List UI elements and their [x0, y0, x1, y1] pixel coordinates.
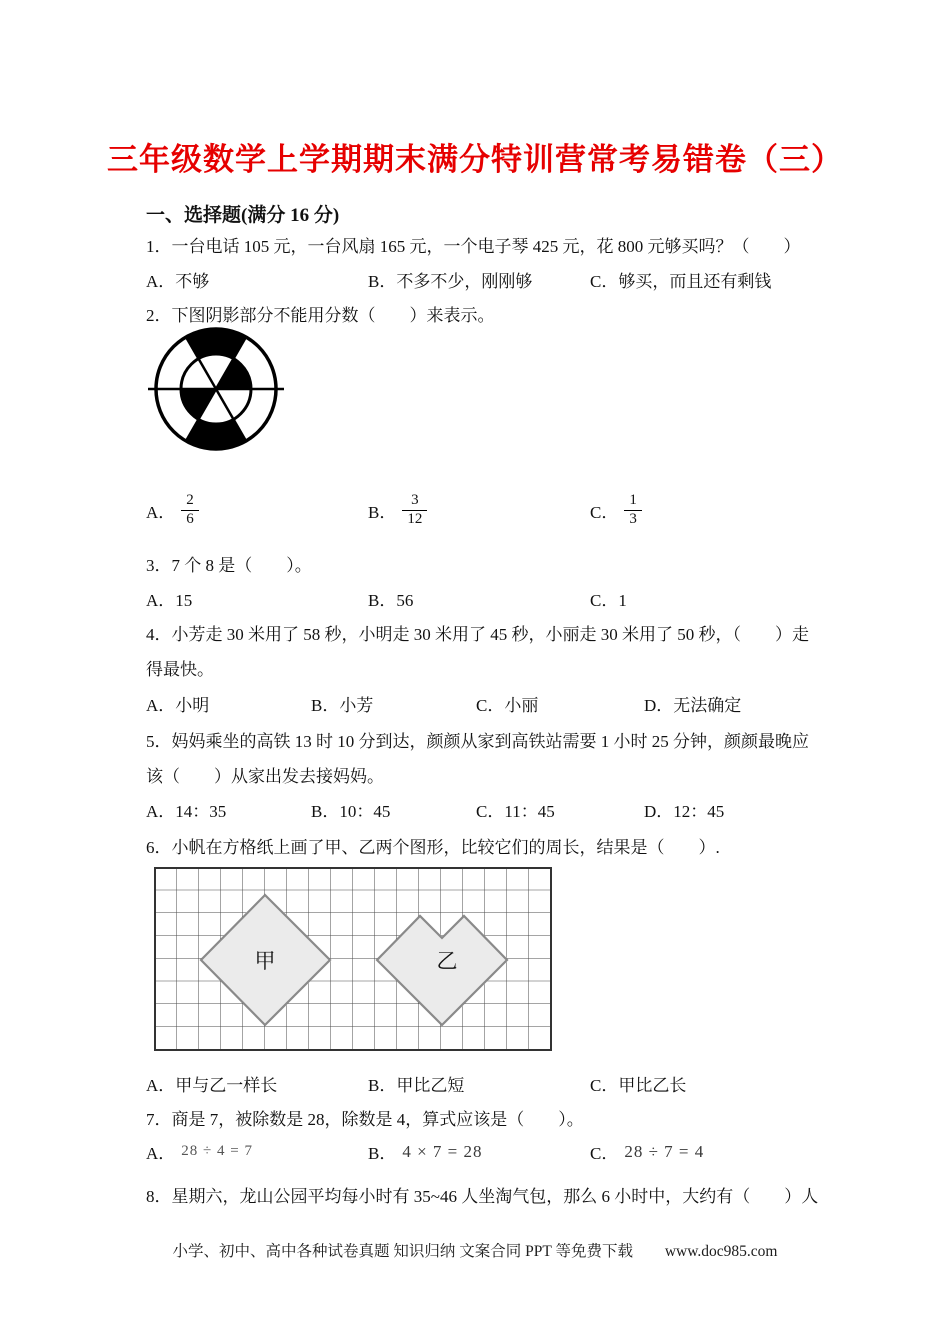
- q3-option-c: C．1: [590, 591, 627, 610]
- question-3-text: 3．7 个 8 是（ ）。: [146, 556, 312, 575]
- q7-option-c-label: C．: [590, 1144, 619, 1163]
- q7-option-b: [368, 1139, 483, 1164]
- q6-option-a: A．甲与乙一样长: [146, 1076, 278, 1095]
- q5-option-d: D．12：45: [644, 802, 725, 821]
- page-title: 三年级数学上学期期末满分特训营常考易错卷（三）: [107, 142, 843, 177]
- fraction-circle-figure: [146, 325, 286, 453]
- q2-option-b-label: B．: [368, 502, 397, 522]
- q1-option-b: B．不多不少，刚刚够: [368, 272, 533, 291]
- q5-option-b: B．10：45: [311, 802, 391, 821]
- q6-option-b: B．甲比乙短: [368, 1076, 465, 1095]
- fraction-two-sixths: $\frac{2}{6}$: [181, 492, 199, 528]
- shape-jia-label: 甲: [254, 949, 276, 973]
- q5-option-c: C．11：45: [476, 802, 555, 821]
- q4-option-c: C．小丽: [476, 696, 539, 715]
- grid-figure: [154, 867, 552, 1051]
- shape-yi-label: 乙: [436, 949, 458, 973]
- q4-option-b: B．小芳: [311, 696, 374, 715]
- q7-option-a: [146, 1139, 253, 1164]
- footer-site-url: www.doc985.com: [664, 1243, 778, 1260]
- q7-option-a-label: A．: [146, 1144, 176, 1163]
- q1-option-c: C．够买，而且还有剩钱: [590, 272, 772, 291]
- question-4-text-line2: 得最快。: [146, 660, 214, 679]
- fraction-one-third: $\frac{1}{3}$: [624, 492, 642, 528]
- q3-option-b: B．56: [368, 591, 414, 610]
- q2-option-b: [368, 483, 427, 537]
- question-4-text-line1: 4．小芳走 30 米用了 58 秒，小明走 30 米用了 45 秒，小丽走 30 米用了 50 秒，（ ）走: [146, 625, 809, 644]
- q3-option-a: A．15: [146, 591, 193, 610]
- q4-option-d: D．无法确定: [644, 696, 742, 715]
- q7-formula-c: 28 ÷ 7 = 4: [624, 1141, 705, 1161]
- question-8-text: 8．星期六，龙山公园平均每小时有 35~46 人坐淘气包，那么 6 小时中，大约有（ ）人: [146, 1187, 819, 1206]
- section-heading: 一、选择题(满分 16 分): [146, 205, 340, 226]
- q7-formula-a: 28 ÷ 4 = 7: [181, 1143, 253, 1159]
- q7-option-b-label: B．: [368, 1144, 397, 1163]
- q5-option-a: A．14：35: [146, 802, 227, 821]
- question-5-text-line1: 5．妈妈乘坐的高铁 13 时 10 分到达，颜颜从家到高铁站需要 1 小时 25 分钟，颜颜最晚应: [146, 732, 809, 751]
- q6-option-c: C．甲比乙长: [590, 1076, 687, 1095]
- q2-option-a-label: A．: [146, 502, 176, 522]
- q2-option-a: [146, 483, 199, 537]
- q1-option-a: A．不够: [146, 272, 210, 291]
- question-2-text: 2．下图阴影部分不能用分数（ ）来表示。: [146, 306, 495, 325]
- fraction-three-twelfths: $\frac{3}{12}$: [402, 492, 427, 528]
- q7-formula-b: 4 × 7 = 28: [402, 1141, 483, 1161]
- footer-services-text: 小学、初中、高中各种试卷真题 知识归纳 文案合同 PPT 等免费下载: [172, 1243, 633, 1260]
- question-1-text: 1．一台电话 105 元，一台风扇 165 元，一个电子琴 425 元，花 800 元够买吗？（ ）: [146, 237, 801, 256]
- page-footer: [0, 1239, 950, 1261]
- q2-option-c: [590, 483, 642, 537]
- question-6-text: 6．小帆在方格纸上画了甲、乙两个图形，比较它们的周长，结果是（ ）.: [146, 838, 720, 857]
- question-5-text-line2: 该（ ）从家出发去接妈妈。: [146, 767, 384, 786]
- q4-option-a: A．小明: [146, 696, 210, 715]
- question-7-text: 7．商是 7，被除数是 28，除数是 4，算式应该是（ ）。: [146, 1110, 584, 1129]
- q7-option-c: [590, 1139, 704, 1164]
- q2-option-c-label: C．: [590, 502, 619, 522]
